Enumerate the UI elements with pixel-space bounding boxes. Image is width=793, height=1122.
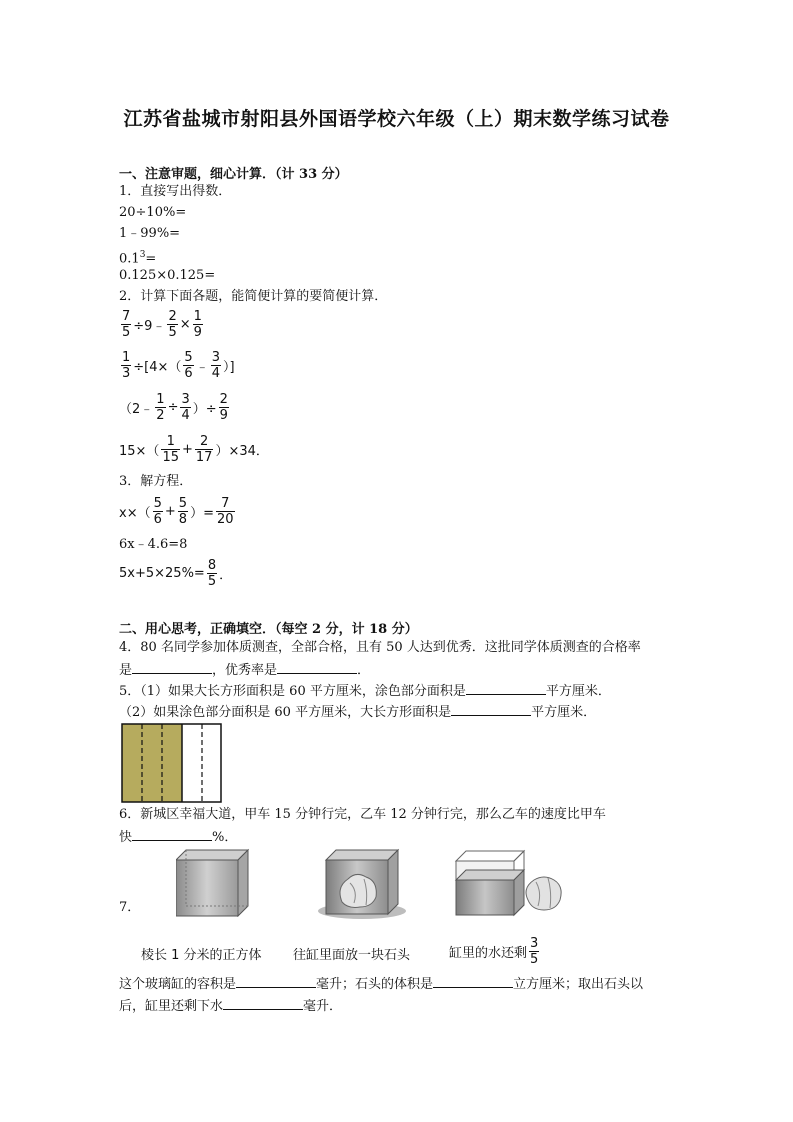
q5-line1: 5．（1）如果大长方形面积是 60 平方厘米，涂色部分面积是 平方厘米． [119,681,611,701]
q2-label: 2．计算下面各题，能简便计算的要简便计算． [119,289,388,304]
q1-item-3: $0.1^3=$ [119,250,157,267]
q1-item-2: 1﹣99%= [119,226,181,241]
q4-line2: 是 ，优秀率是 ． [119,660,370,680]
q6-line1: 6．新城区幸福大道，甲车 15 分钟行完，乙车 12 分钟行完，那么乙车的速度比甲车 [119,807,606,822]
q5-line2: （2）如果涂色部分面积是 60 平方厘米，大长方形面积是 平方厘米． [119,702,596,722]
q7-blank-capacity[interactable] [236,974,316,988]
q7-line1: 这个玻璃缸的容积是 毫升；石头的体积是 立方厘米；取出石头以 [119,974,643,994]
glass-cube-full-icon [176,845,256,917]
q2-expr-4: 15×（ $\frac{1}{15}$ + $\frac{2}{17}$ ）×34． [119,434,269,465]
q4-line1: 4．80 名同学参加体质测查，全部合格，且有 50 人达到优秀．这批同学体质测查的合格率 [119,640,641,655]
shaded-region [122,724,182,802]
q3-eq-2: 6x﹣4.6=8 [119,537,188,552]
q1-item-1: 20÷10%= [119,205,187,220]
glass-tank-with-stone-icon [316,847,408,921]
q3-eq-1: x×（ $\frac{5}{6}$ + $\frac{5}{8}$ ）= $\frac{7}{20}$ [119,496,234,527]
q2-expr-3: （2﹣ $\frac{1}{2}$ ÷ $\frac{3}{4}$ ）÷ $\frac{2}{9}$ [119,392,228,423]
q7-caption-1: 棱长 1 分米的正方体 [141,948,262,963]
q2-expr-1: $\frac{7}{5}$ ÷9﹣ $\frac{2}{5}$ × $\frac{1}{9}$ [122,309,202,340]
q1-label: 1．直接写出得数． [119,184,232,199]
q2-expr-2: $\frac{1}{3}$ ÷[4×（ $\frac{5}{6}$ ﹣ $\frac{3}{4}$ ）] [122,350,235,381]
glass-tank-water-remaining-icon [452,848,564,918]
q7-blank-stone-volume[interactable] [433,974,513,988]
q3-eq-3: 5x+5×25%= $\frac{8}{5}$ ． [119,558,233,589]
q4-blank-pass-rate[interactable] [132,660,212,674]
q6-line2: 快 %． [119,827,237,847]
q5-blank-rect-area[interactable] [451,702,531,716]
q7-caption-2: 往缸里面放一块石头 [293,948,411,963]
section2-heading: 二、用心思考，正确填空．（每空 2 分，计 18 分） [119,622,418,637]
q1-item-4: 0.125×0.125= [119,268,216,283]
q7-label: 7． [119,900,141,915]
q7-line2: 后，缸里还剩下水 毫升． [119,996,342,1016]
q5-rectangle-figure [121,723,223,803]
page-title: 江苏省盐城市射阳县外国语学校六年级（上）期末数学练习试卷 [123,108,670,130]
q5-blank-shaded-area[interactable] [466,681,546,695]
q6-blank-percent[interactable] [132,827,212,841]
q7-blank-water-left[interactable] [223,996,303,1010]
q4-blank-excellent-rate[interactable] [277,660,357,674]
section1-heading: 一、注意审题，细心计算．（计 33 分） [119,167,348,182]
q7-caption-3: 缸里的水还剩 $\frac{3}{5}$ [449,936,539,967]
q3-label: 3．解方程． [119,474,193,489]
